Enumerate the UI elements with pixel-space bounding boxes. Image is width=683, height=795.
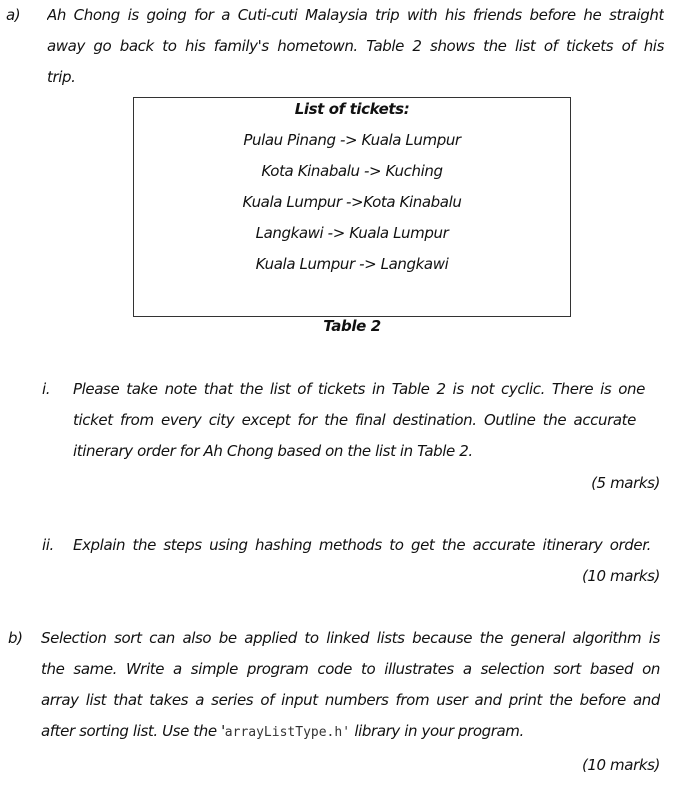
table-caption: Table 2 [323,317,381,335]
ticket-item: Kota Kinabalu -> Kuching [261,162,443,180]
ticket-table-heading: List of tickets: [294,100,410,118]
part-b-label: b) [8,629,23,647]
part-b-line-3: array list that takes a series of input numbers from user and print the before and [41,691,660,709]
part-b-line-2: the same. Write a simple program code to illustrates a selection sort based on [41,660,660,678]
question-i-label: i. [42,380,51,398]
part-b-line-4-text-end: library in your program. [350,722,524,740]
part-b-line-4 [41,721,524,741]
library-name: arrayListType.h' [224,725,351,740]
ticket-item: Langkawi -> Kuala Lumpur [255,224,449,242]
question-i-line-2: ticket from every city except for the final destination. Outline the accurate [73,411,636,429]
part-b-marks: (10 marks) [581,756,660,774]
ticket-item: Pulau Pinang -> Kuala Lumpur [243,131,461,149]
question-i-line-3: itinerary order for Ah Chong based on the list in Table 2. [73,442,473,460]
part-b-line-4-text: after sorting list. Use the ' [41,722,225,740]
part-a-label: a) [6,6,21,24]
question-i-line-1: Please take note that the list of tickets in Table 2 is not cyclic. There is one [73,380,645,398]
question-ii-label: ii. [42,536,54,554]
ticket-item: Kuala Lumpur ->Kota Kinabalu [242,193,462,211]
ticket-item: Kuala Lumpur -> Langkawi [255,255,449,273]
part-a-line-3: trip. [47,68,76,86]
question-i-marks: (5 marks) [591,474,660,492]
question-ii-line-1: Explain the steps using hashing methods to get the accurate itinerary order. [73,536,651,554]
question-ii-marks: (10 marks) [581,567,660,585]
part-a-line-2: away go back to his family's hometown. Table 2 shows the list of tickets of his [47,37,664,55]
part-b-line-1: Selection sort can also be applied to linked lists because the general algorithm is [41,629,660,647]
part-a-line-1: Ah Chong is going for a Cuti-cuti Malaysia trip with his friends before he straight [47,6,664,24]
